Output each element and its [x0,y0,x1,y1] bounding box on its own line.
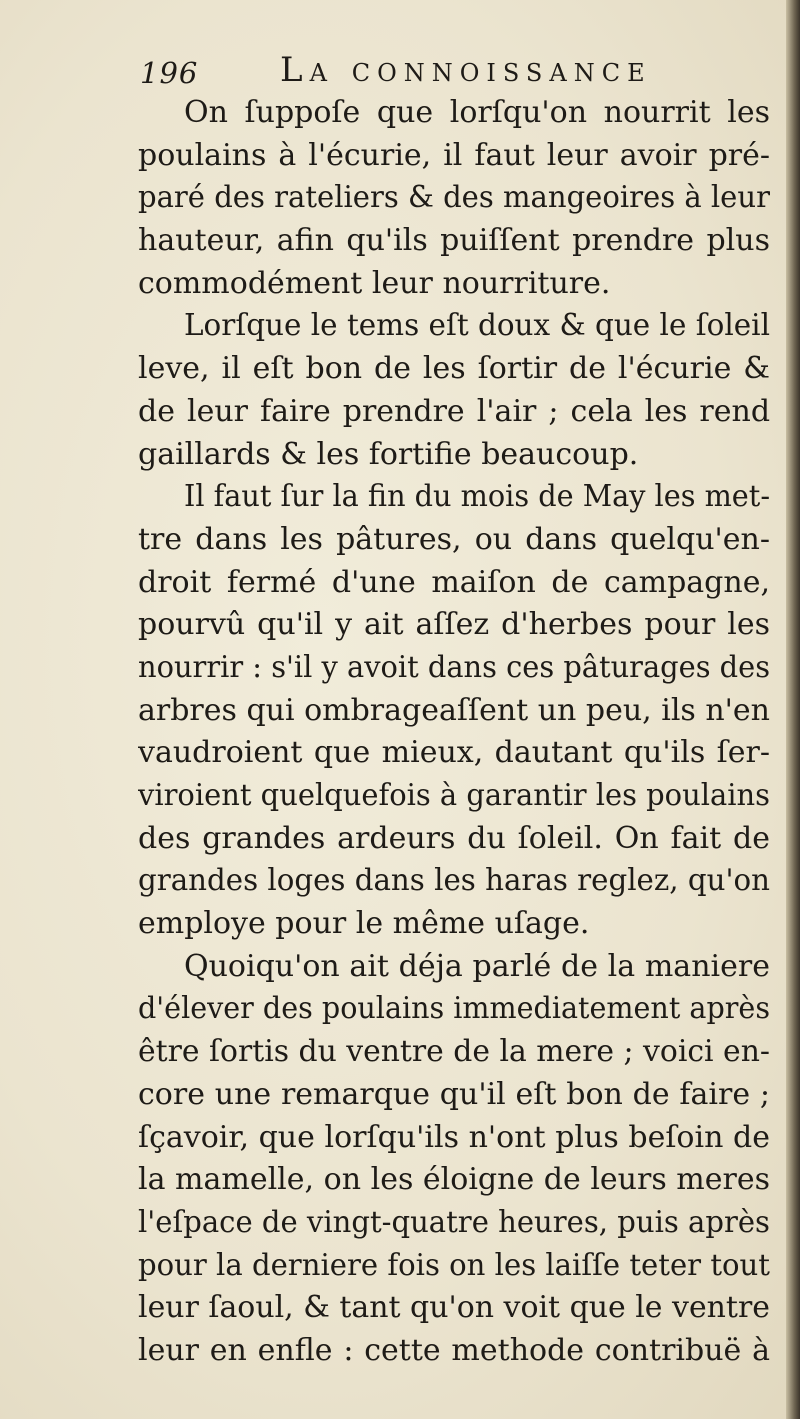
text-line: Quoiqu'on ait déja parlé de la maniere [184,948,770,984]
text-line: paré des rateliers & des mangeoires à leur [138,180,770,216]
text-line: Lorſque le tems eſt doux & que le ſoleil [184,308,770,344]
text-line: poulains à l'écurie, il faut leur avoir pré- [138,137,770,173]
text-line: la mamelle, on les éloigne de leurs meres [138,1162,770,1198]
text-line: de leur faire prendre l'air ; cela les rend [138,393,770,429]
page-number: 196 [140,56,199,90]
text-line: Il faut ſur la fin du mois de May les met- [184,479,770,515]
text-line: pour la derniere fois on les laiſſe teter tout [138,1247,770,1283]
text-line: viroient quelquefois à garantir les poulains [138,778,770,813]
text-line: d'élever des poulains immediatement après [138,991,770,1027]
text-line: commodément leur nourriture. [138,265,611,301]
running-title: La connoissance [280,50,652,90]
text-line: tre dans les pâtures, ou dans quelqu'en- [138,521,770,557]
text-line: droit fermé d'une maiſon de campagne, [138,564,770,600]
text-line: leur en enfle : cette methode contribuë à [138,1332,770,1368]
text-line: employe pour le même uſage. [138,906,590,942]
text-line: On ſuppoſe que lorſqu'on nourrit les [184,95,770,130]
text-line: ſçavoir, que lorſqu'ils n'ont plus beſoin de [138,1119,770,1155]
text-line: des grandes ardeurs du ſoleil. On fait de [138,820,770,856]
text-line: leve, il eſt bon de les ſortir de l'écurie & [138,351,770,387]
text-line: leur ſaoul, & tant qu'on voit que le ventre [138,1290,770,1326]
text-line: core une remarque qu'il eſt bon de faire ; [138,1076,770,1112]
text-line: grandes loges dans les haras reglez, qu'on [138,863,770,899]
text-line: pourvû qu'il y ait aſſez d'herbes pour les [138,607,770,643]
page-gutter-shadow [786,0,800,1419]
text-line: arbres qui ombrageaſſent un peu, ils n'en [138,692,770,728]
text-line: vaudroient que mieux, dautant qu'ils ſer- [138,735,770,771]
text-line: hauteur, afin qu'ils puiſſent prendre plus [138,223,770,259]
body-text [138,92,770,1373]
text-line: l'eſpace de vingt-quatre heures, puis après [138,1204,770,1240]
page-header [140,50,780,96]
text-line: être ſortis du ventre de la mere ; voici en- [138,1034,770,1070]
text-line: gaillards & les fortifie beaucoup. [138,436,639,472]
text-line: nourrir : s'il y avoit dans ces pâturages des [138,649,770,685]
